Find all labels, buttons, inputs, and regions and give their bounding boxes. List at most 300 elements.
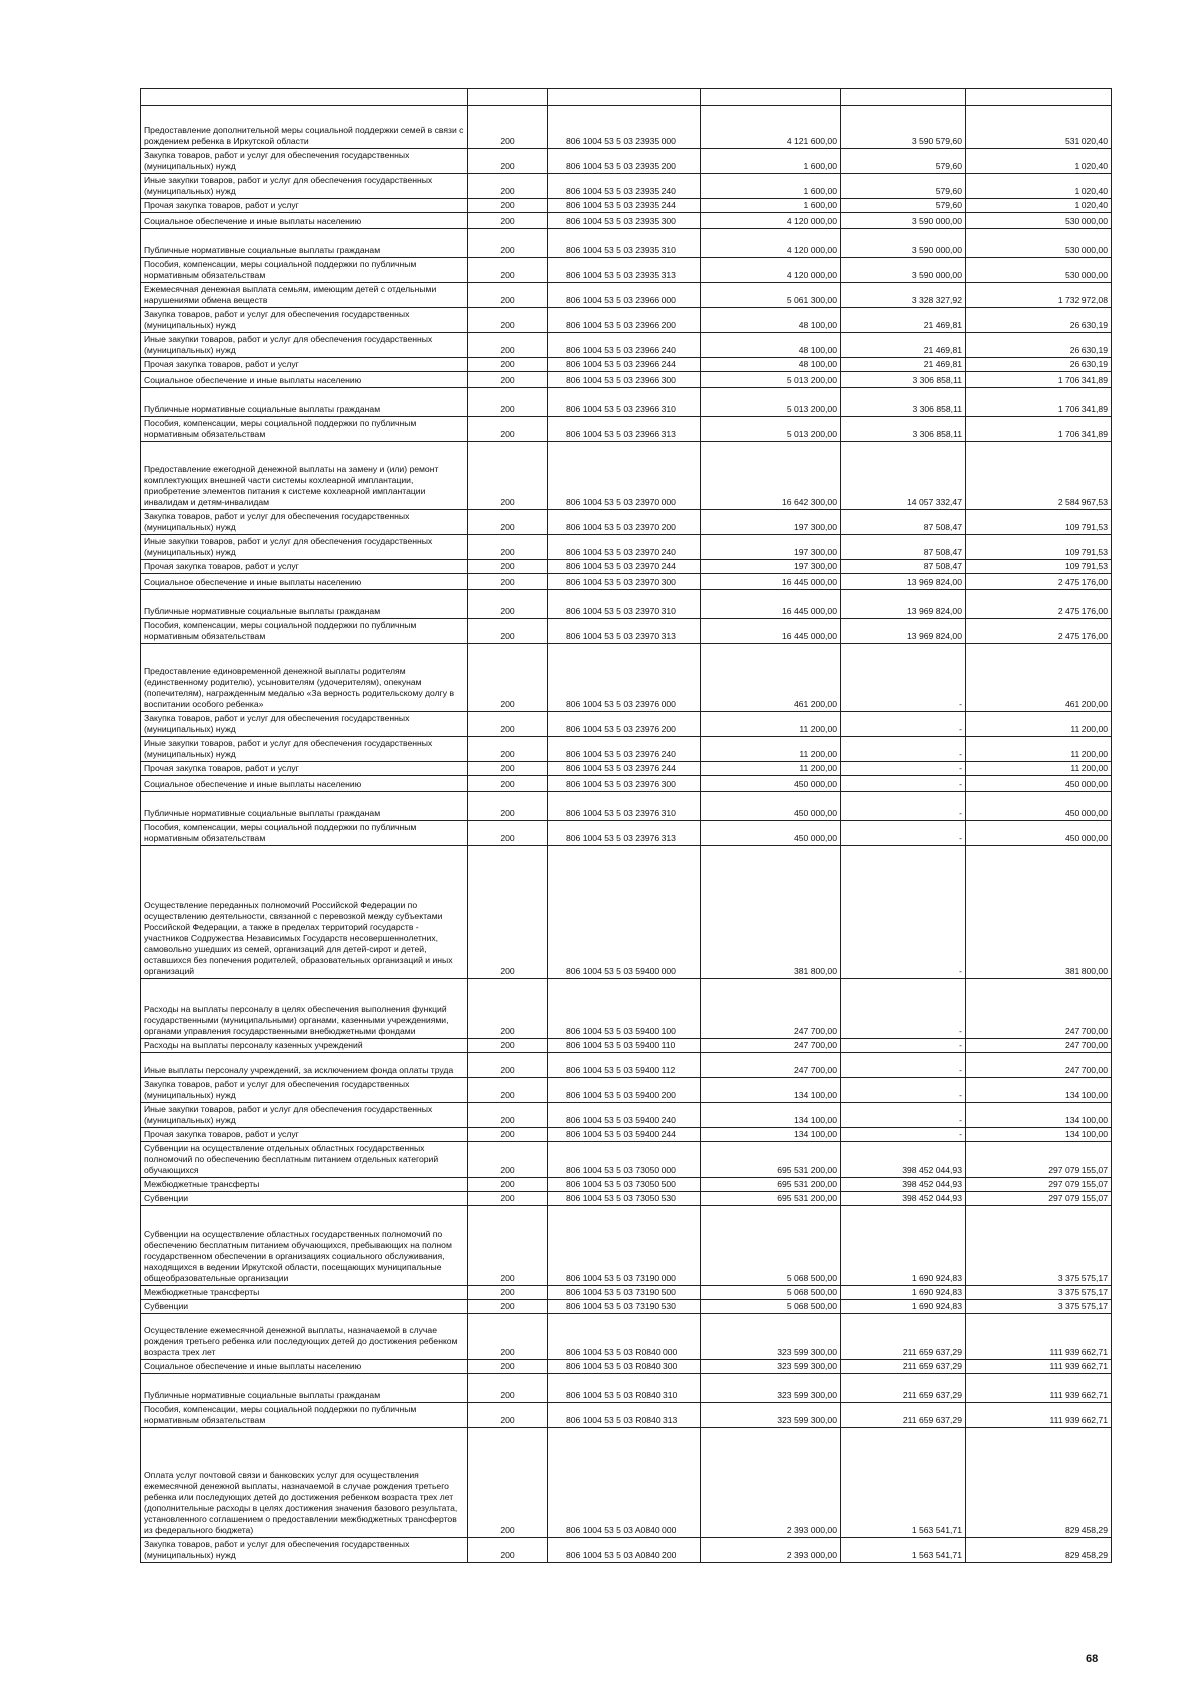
row-kbk-cell: 806 1004 53 5 03 23970 000 <box>548 442 701 510</box>
row-plan-cell: 323 599 300,00 <box>701 1374 841 1403</box>
row-left-cell: 109 791,53 <box>966 535 1112 560</box>
row-kbk-cell: 806 1004 53 5 03 23970 240 <box>548 535 701 560</box>
row-code-cell: 200 <box>468 1403 548 1428</box>
row-kbk-cell: 806 1004 53 5 03 23935 200 <box>548 149 701 174</box>
row-left-cell: 134 100,00 <box>966 1128 1112 1142</box>
row-done-cell: 211 659 637,29 <box>841 1374 966 1403</box>
row-name-cell: Пособия, компенсации, меры социальной поддержки по публичным нормативным обязательствам <box>141 821 468 846</box>
row-plan-cell: 247 700,00 <box>701 979 841 1039</box>
row-name-cell: Иные выплаты персоналу учреждений, за исключением фонда оплаты труда <box>141 1053 468 1078</box>
row-left-cell: 247 700,00 <box>966 979 1112 1039</box>
row-done-cell: 13 969 824,00 <box>841 619 966 644</box>
row-plan-cell: 450 000,00 <box>701 821 841 846</box>
row-plan-cell: 4 120 000,00 <box>701 258 841 283</box>
row-name-cell <box>141 89 468 106</box>
table-row <box>141 1314 1112 1360</box>
row-done-cell: - <box>841 1053 966 1078</box>
row-plan-cell: 5 068 500,00 <box>701 1300 841 1314</box>
row-plan-cell: 5 061 300,00 <box>701 283 841 308</box>
row-kbk-cell: 806 1004 53 5 03 R0840 300 <box>548 1360 701 1374</box>
row-done-cell: 398 452 044,93 <box>841 1178 966 1192</box>
table-row <box>141 619 1112 644</box>
row-kbk-cell: 806 1004 53 5 03 23966 000 <box>548 283 701 308</box>
row-kbk-cell: 806 1004 53 5 03 73050 530 <box>548 1192 701 1206</box>
table-row <box>141 776 1112 792</box>
row-kbk-cell: 806 1004 53 5 03 R0840 310 <box>548 1374 701 1403</box>
row-done-cell: 87 508,47 <box>841 510 966 535</box>
row-left-cell: 111 939 662,71 <box>966 1403 1112 1428</box>
row-code-cell: 200 <box>468 1314 548 1360</box>
row-plan-cell: 5 068 500,00 <box>701 1206 841 1286</box>
row-done-cell: - <box>841 712 966 737</box>
row-name-cell: Оплата услуг почтовой связи и банковских услуг для осуществления ежемесячной денежной выплаты, назначаемой в случае рождения третьего ребенка или последующих детей до достижения ребенком возраста трех лет (дополнительные расходы в целях достижения значения базового результата, установленного соглашением о предоставлении межбюджетных трансфертов из федерального бюджета) <box>141 1428 468 1538</box>
row-done-cell: - <box>841 1103 966 1128</box>
row-name-cell: Социальное обеспечение и иные выплаты населению <box>141 213 468 229</box>
row-name-cell: Социальное обеспечение и иные выплаты населению <box>141 1360 468 1374</box>
budget-table-sheet <box>140 88 1111 1563</box>
row-name-cell: Предоставление дополнительной меры социальной поддержки семей в связи с рождением ребенка в Иркутской области <box>141 106 468 149</box>
row-left-cell: 26 630,19 <box>966 308 1112 333</box>
row-done-cell: 1 690 924,83 <box>841 1286 966 1300</box>
row-kbk-cell: 806 1004 53 5 03 59400 200 <box>548 1078 701 1103</box>
row-plan-cell: 5 013 200,00 <box>701 388 841 417</box>
row-name-cell: Закупка товаров, работ и услуг для обеспечения государственных (муниципальных) нужд <box>141 149 468 174</box>
row-name-cell: Субвенции на осуществление отдельных областных государственных полномочий по обеспечению бесплатным питанием отдельных категорий обучающихся <box>141 1142 468 1178</box>
row-name-cell: Публичные нормативные социальные выплаты гражданам <box>141 792 468 821</box>
row-left-cell: 3 375 575,17 <box>966 1286 1112 1300</box>
row-plan-cell: 1 600,00 <box>701 199 841 213</box>
row-done-cell: - <box>841 979 966 1039</box>
row-done-cell: 211 659 637,29 <box>841 1314 966 1360</box>
row-done-cell <box>841 89 966 106</box>
row-name-cell: Прочая закупка товаров, работ и услуг <box>141 762 468 776</box>
row-left-cell: 111 939 662,71 <box>966 1360 1112 1374</box>
row-kbk-cell: 806 1004 53 5 03 23976 300 <box>548 776 701 792</box>
table-row <box>141 1078 1112 1103</box>
row-code-cell: 200 <box>468 776 548 792</box>
row-left-cell: 531 020,40 <box>966 106 1112 149</box>
row-kbk-cell: 806 1004 53 5 03 23935 313 <box>548 258 701 283</box>
row-plan-cell: 323 599 300,00 <box>701 1403 841 1428</box>
row-name-cell: Прочая закупка товаров, работ и услуг <box>141 560 468 574</box>
row-plan-cell: 197 300,00 <box>701 560 841 574</box>
table-row <box>141 283 1112 308</box>
row-plan-cell: 381 800,00 <box>701 846 841 979</box>
row-code-cell: 200 <box>468 199 548 213</box>
row-code-cell: 200 <box>468 590 548 619</box>
row-done-cell: 211 659 637,29 <box>841 1403 966 1428</box>
row-plan-cell <box>701 89 841 106</box>
table-row <box>141 229 1112 258</box>
table-row <box>141 89 1112 106</box>
row-left-cell: 381 800,00 <box>966 846 1112 979</box>
row-done-cell: - <box>841 762 966 776</box>
row-plan-cell: 1 600,00 <box>701 174 841 199</box>
row-code-cell: 200 <box>468 388 548 417</box>
table-row <box>141 846 1112 979</box>
row-done-cell: - <box>841 1078 966 1103</box>
row-plan-cell: 5 013 200,00 <box>701 372 841 388</box>
row-name-cell: Закупка товаров, работ и услуг для обеспечения государственных (муниципальных) нужд <box>141 308 468 333</box>
row-code-cell: 200 <box>468 417 548 442</box>
row-left-cell: 297 079 155,07 <box>966 1178 1112 1192</box>
row-code-cell: 200 <box>468 1192 548 1206</box>
row-kbk-cell: 806 1004 53 5 03 23966 200 <box>548 308 701 333</box>
table-row <box>141 442 1112 510</box>
table-row <box>141 1206 1112 1286</box>
row-kbk-cell: 806 1004 53 5 03 23970 310 <box>548 590 701 619</box>
row-left-cell: 530 000,00 <box>966 213 1112 229</box>
row-left-cell: 11 200,00 <box>966 762 1112 776</box>
row-left-cell: 111 939 662,71 <box>966 1314 1112 1360</box>
row-name-cell: Прочая закупка товаров, работ и услуг <box>141 199 468 213</box>
row-code-cell: 200 <box>468 1286 548 1300</box>
table-row <box>141 979 1112 1039</box>
row-kbk-cell: 806 1004 53 5 03 23935 244 <box>548 199 701 213</box>
row-kbk-cell: 806 1004 53 5 03 23970 244 <box>548 560 701 574</box>
row-left-cell: 530 000,00 <box>966 258 1112 283</box>
row-left-cell: 450 000,00 <box>966 776 1112 792</box>
row-name-cell: Иные закупки товаров, работ и услуг для обеспечения государственных (муниципальных) нужд <box>141 1103 468 1128</box>
row-code-cell: 200 <box>468 821 548 846</box>
row-done-cell: 87 508,47 <box>841 535 966 560</box>
row-plan-cell: 16 445 000,00 <box>701 590 841 619</box>
row-code-cell <box>468 89 548 106</box>
row-kbk-cell: 806 1004 53 5 03 23966 310 <box>548 388 701 417</box>
row-done-cell: 3 328 327,92 <box>841 283 966 308</box>
table-row <box>141 510 1112 535</box>
row-code-cell: 200 <box>468 213 548 229</box>
table-row <box>141 1374 1112 1403</box>
row-kbk-cell: 806 1004 53 5 03 59400 110 <box>548 1039 701 1053</box>
row-kbk-cell: 806 1004 53 5 03 23976 244 <box>548 762 701 776</box>
row-left-cell: 109 791,53 <box>966 510 1112 535</box>
row-kbk-cell: 806 1004 53 5 03 23966 313 <box>548 417 701 442</box>
row-plan-cell: 48 100,00 <box>701 358 841 372</box>
row-left-cell: 530 000,00 <box>966 229 1112 258</box>
row-left-cell: 11 200,00 <box>966 712 1112 737</box>
row-kbk-cell <box>548 89 701 106</box>
row-code-cell: 200 <box>468 619 548 644</box>
budget-execution-table <box>140 88 1112 1563</box>
row-plan-cell: 2 393 000,00 <box>701 1428 841 1538</box>
row-done-cell: 1 563 541,71 <box>841 1428 966 1538</box>
row-kbk-cell: 806 1004 53 5 03 59400 244 <box>548 1128 701 1142</box>
row-left-cell: 134 100,00 <box>966 1103 1112 1128</box>
row-kbk-cell: 806 1004 53 5 03 23976 240 <box>548 737 701 762</box>
row-name-cell: Пособия, компенсации, меры социальной поддержки по публичным нормативным обязательствам <box>141 417 468 442</box>
row-code-cell: 200 <box>468 1103 548 1128</box>
row-code-cell: 200 <box>468 712 548 737</box>
row-name-cell: Социальное обеспечение и иные выплаты населению <box>141 574 468 590</box>
row-plan-cell: 134 100,00 <box>701 1078 841 1103</box>
row-plan-cell: 247 700,00 <box>701 1039 841 1053</box>
row-kbk-cell: 806 1004 53 5 03 59400 112 <box>548 1053 701 1078</box>
row-done-cell: 579,60 <box>841 199 966 213</box>
row-name-cell: Публичные нормативные социальные выплаты гражданам <box>141 388 468 417</box>
row-plan-cell: 695 531 200,00 <box>701 1192 841 1206</box>
row-plan-cell: 48 100,00 <box>701 308 841 333</box>
row-code-cell: 200 <box>468 1360 548 1374</box>
row-name-cell: Пособия, компенсации, меры социальной поддержки по публичным нормативным обязательствам <box>141 258 468 283</box>
row-name-cell: Иные закупки товаров, работ и услуг для обеспечения государственных (муниципальных) нужд <box>141 174 468 199</box>
row-left-cell: 461 200,00 <box>966 644 1112 712</box>
row-code-cell: 200 <box>468 106 548 149</box>
row-left-cell: 2 475 176,00 <box>966 574 1112 590</box>
row-done-cell: - <box>841 1039 966 1053</box>
row-done-cell: 398 452 044,93 <box>841 1142 966 1178</box>
row-name-cell: Прочая закупка товаров, работ и услуг <box>141 358 468 372</box>
row-code-cell: 200 <box>468 560 548 574</box>
table-row <box>141 1538 1112 1563</box>
row-left-cell: 11 200,00 <box>966 737 1112 762</box>
row-left-cell: 26 630,19 <box>966 333 1112 358</box>
row-plan-cell: 11 200,00 <box>701 737 841 762</box>
row-left-cell: 134 100,00 <box>966 1078 1112 1103</box>
table-row <box>141 1286 1112 1300</box>
row-plan-cell: 4 120 000,00 <box>701 229 841 258</box>
row-left-cell: 2 475 176,00 <box>966 619 1112 644</box>
row-name-cell: Социальное обеспечение и иные выплаты населению <box>141 776 468 792</box>
row-code-cell: 200 <box>468 1206 548 1286</box>
row-kbk-cell: 806 1004 53 5 03 23976 310 <box>548 792 701 821</box>
row-done-cell: - <box>841 737 966 762</box>
row-plan-cell: 450 000,00 <box>701 792 841 821</box>
row-left-cell: 1 020,40 <box>966 149 1112 174</box>
table-row <box>141 1142 1112 1178</box>
table-row <box>141 590 1112 619</box>
row-plan-cell: 247 700,00 <box>701 1053 841 1078</box>
row-kbk-cell: 806 1004 53 5 03 23935 000 <box>548 106 701 149</box>
row-kbk-cell: 806 1004 53 5 03 A0840 200 <box>548 1538 701 1563</box>
table-row <box>141 737 1112 762</box>
row-name-cell: Закупка товаров, работ и услуг для обеспечения государственных (муниципальных) нужд <box>141 712 468 737</box>
table-row <box>141 574 1112 590</box>
row-kbk-cell: 806 1004 53 5 03 23935 300 <box>548 213 701 229</box>
row-code-cell: 200 <box>468 1538 548 1563</box>
row-done-cell: 21 469,81 <box>841 358 966 372</box>
row-name-cell: Межбюджетные трансферты <box>141 1286 468 1300</box>
row-plan-cell: 450 000,00 <box>701 776 841 792</box>
row-done-cell: 3 590 000,00 <box>841 229 966 258</box>
row-name-cell: Прочая закупка товаров, работ и услуг <box>141 1128 468 1142</box>
row-left-cell <box>966 89 1112 106</box>
table-row <box>141 388 1112 417</box>
table-row <box>141 199 1112 213</box>
row-plan-cell: 48 100,00 <box>701 333 841 358</box>
row-name-cell: Иные закупки товаров, работ и услуг для обеспечения государственных (муниципальных) нужд <box>141 333 468 358</box>
table-row <box>141 308 1112 333</box>
row-plan-cell: 2 393 000,00 <box>701 1538 841 1563</box>
row-name-cell: Субвенции <box>141 1300 468 1314</box>
table-row <box>141 535 1112 560</box>
row-left-cell: 829 458,29 <box>966 1538 1112 1563</box>
row-left-cell: 26 630,19 <box>966 358 1112 372</box>
row-done-cell: - <box>841 776 966 792</box>
row-code-cell: 200 <box>468 510 548 535</box>
row-left-cell: 3 375 575,17 <box>966 1206 1112 1286</box>
row-name-cell: Расходы на выплаты персоналу в целях обеспечения выполнения функций государственными (муниципальными) органами, казенными учреждениями, органами управления государственными внебюджетными фондами <box>141 979 468 1039</box>
row-left-cell: 1 732 972,08 <box>966 283 1112 308</box>
row-code-cell: 200 <box>468 1039 548 1053</box>
row-plan-cell: 695 531 200,00 <box>701 1178 841 1192</box>
table-row <box>141 417 1112 442</box>
table-row <box>141 258 1112 283</box>
row-kbk-cell: 806 1004 53 5 03 23935 310 <box>548 229 701 258</box>
row-left-cell: 111 939 662,71 <box>966 1374 1112 1403</box>
row-done-cell: - <box>841 644 966 712</box>
row-name-cell: Публичные нормативные социальные выплаты гражданам <box>141 590 468 619</box>
row-plan-cell: 5 068 500,00 <box>701 1286 841 1300</box>
row-plan-cell: 16 445 000,00 <box>701 619 841 644</box>
row-kbk-cell: 806 1004 53 5 03 23966 244 <box>548 358 701 372</box>
row-done-cell: 3 306 858,11 <box>841 372 966 388</box>
row-plan-cell: 695 531 200,00 <box>701 1142 841 1178</box>
row-kbk-cell: 806 1004 53 5 03 23935 240 <box>548 174 701 199</box>
row-name-cell: Иные закупки товаров, работ и услуг для обеспечения государственных (муниципальных) нужд <box>141 535 468 560</box>
row-code-cell: 200 <box>468 762 548 776</box>
row-done-cell: 211 659 637,29 <box>841 1360 966 1374</box>
row-code-cell: 200 <box>468 333 548 358</box>
row-code-cell: 200 <box>468 1300 548 1314</box>
table-row <box>141 1103 1112 1128</box>
row-left-cell: 450 000,00 <box>966 821 1112 846</box>
table-row <box>141 1360 1112 1374</box>
row-kbk-cell: 806 1004 53 5 03 73190 500 <box>548 1286 701 1300</box>
row-name-cell: Закупка товаров, работ и услуг для обеспечения государственных (муниципальных) нужд <box>141 510 468 535</box>
row-kbk-cell: 806 1004 53 5 03 R0840 000 <box>548 1314 701 1360</box>
row-kbk-cell: 806 1004 53 5 03 23966 300 <box>548 372 701 388</box>
row-left-cell: 297 079 155,07 <box>966 1142 1112 1178</box>
row-name-cell: Закупка товаров, работ и услуг для обеспечения государственных (муниципальных) нужд <box>141 1078 468 1103</box>
row-plan-cell: 1 600,00 <box>701 149 841 174</box>
row-code-cell: 200 <box>468 442 548 510</box>
row-done-cell: 3 590 000,00 <box>841 213 966 229</box>
row-done-cell: 1 690 924,83 <box>841 1300 966 1314</box>
row-done-cell: - <box>841 1128 966 1142</box>
row-code-cell: 200 <box>468 1078 548 1103</box>
row-name-cell: Иные закупки товаров, работ и услуг для обеспечения государственных (муниципальных) нужд <box>141 737 468 762</box>
row-name-cell: Ежемесячная денежная выплата семьям, имеющим детей с отдельными нарушениями обмена веществ <box>141 283 468 308</box>
row-kbk-cell: 806 1004 53 5 03 23970 313 <box>548 619 701 644</box>
row-plan-cell: 134 100,00 <box>701 1128 841 1142</box>
row-kbk-cell: 806 1004 53 5 03 23966 240 <box>548 333 701 358</box>
row-left-cell: 109 791,53 <box>966 560 1112 574</box>
row-kbk-cell: 806 1004 53 5 03 23970 300 <box>548 574 701 590</box>
row-left-cell: 1 706 341,89 <box>966 417 1112 442</box>
row-left-cell: 247 700,00 <box>966 1039 1112 1053</box>
table-row <box>141 1192 1112 1206</box>
row-done-cell: 21 469,81 <box>841 333 966 358</box>
row-plan-cell: 461 200,00 <box>701 644 841 712</box>
row-name-cell: Осуществление ежемесячной денежной выплаты, назначаемой в случае рождения третьего ребенка или последующих детей до достижения ребенком возраста трех лет <box>141 1314 468 1360</box>
table-row <box>141 106 1112 149</box>
table-row <box>141 1128 1112 1142</box>
row-done-cell: 3 306 858,11 <box>841 417 966 442</box>
row-kbk-cell: 806 1004 53 5 03 59400 000 <box>548 846 701 979</box>
row-code-cell: 200 <box>468 846 548 979</box>
row-left-cell: 297 079 155,07 <box>966 1192 1112 1206</box>
row-code-cell: 200 <box>468 1178 548 1192</box>
row-left-cell: 2 475 176,00 <box>966 590 1112 619</box>
table-row <box>141 762 1112 776</box>
table-row <box>141 1300 1112 1314</box>
table-row <box>141 174 1112 199</box>
row-plan-cell: 16 445 000,00 <box>701 574 841 590</box>
row-code-cell: 200 <box>468 1374 548 1403</box>
row-code-cell: 200 <box>468 1128 548 1142</box>
row-code-cell: 200 <box>468 535 548 560</box>
row-code-cell: 200 <box>468 737 548 762</box>
row-name-cell: Публичные нормативные социальные выплаты гражданам <box>141 229 468 258</box>
row-plan-cell: 5 013 200,00 <box>701 417 841 442</box>
row-plan-cell: 323 599 300,00 <box>701 1314 841 1360</box>
row-code-cell: 200 <box>468 1053 548 1078</box>
row-done-cell: - <box>841 821 966 846</box>
row-done-cell: 3 306 858,11 <box>841 388 966 417</box>
row-name-cell: Субвенции <box>141 1192 468 1206</box>
row-left-cell: 829 458,29 <box>966 1428 1112 1538</box>
row-plan-cell: 11 200,00 <box>701 712 841 737</box>
row-left-cell: 1 020,40 <box>966 199 1112 213</box>
row-code-cell: 200 <box>468 792 548 821</box>
row-code-cell: 200 <box>468 1142 548 1178</box>
row-kbk-cell: 806 1004 53 5 03 59400 100 <box>548 979 701 1039</box>
table-row <box>141 1428 1112 1538</box>
row-done-cell: 87 508,47 <box>841 560 966 574</box>
row-kbk-cell: 806 1004 53 5 03 R0840 313 <box>548 1403 701 1428</box>
row-done-cell: 398 452 044,93 <box>841 1192 966 1206</box>
row-code-cell: 200 <box>468 258 548 283</box>
row-plan-cell: 134 100,00 <box>701 1103 841 1128</box>
row-code-cell: 200 <box>468 229 548 258</box>
row-kbk-cell: 806 1004 53 5 03 23976 000 <box>548 644 701 712</box>
row-left-cell: 3 375 575,17 <box>966 1300 1112 1314</box>
row-name-cell: Предоставление единовременной денежной выплаты родителям (единственному родителю), усыновителям (удочерителям), опекунам (попечителям), награжденным медалью «За верность родительскому долгу в воспитании особого ребенка» <box>141 644 468 712</box>
row-name-cell: Предоставление ежегодной денежной выплаты на замену и (или) ремонт комплектующих внешней части системы кохлеарной имплантации, приобретение элементов питания к системе кохлеарной имплантации инвалидам и детям-инвалидам <box>141 442 468 510</box>
row-plan-cell: 16 642 300,00 <box>701 442 841 510</box>
row-name-cell: Социальное обеспечение и иные выплаты населению <box>141 372 468 388</box>
row-name-cell: Пособия, компенсации, меры социальной поддержки по публичным нормативным обязательствам <box>141 619 468 644</box>
row-left-cell: 247 700,00 <box>966 1053 1112 1078</box>
row-kbk-cell: 806 1004 53 5 03 73050 500 <box>548 1178 701 1192</box>
page-number: 68 <box>1086 1653 1099 1665</box>
row-plan-cell: 4 120 000,00 <box>701 213 841 229</box>
row-done-cell: 579,60 <box>841 174 966 199</box>
row-done-cell: 13 969 824,00 <box>841 574 966 590</box>
row-code-cell: 200 <box>468 174 548 199</box>
row-done-cell: - <box>841 846 966 979</box>
table-row <box>141 1053 1112 1078</box>
row-name-cell: Расходы на выплаты персоналу казенных учреждений <box>141 1039 468 1053</box>
row-kbk-cell: 806 1004 53 5 03 73190 530 <box>548 1300 701 1314</box>
row-done-cell: 579,60 <box>841 149 966 174</box>
row-name-cell: Пособия, компенсации, меры социальной поддержки по публичным нормативным обязательствам <box>141 1403 468 1428</box>
row-done-cell: - <box>841 792 966 821</box>
table-row <box>141 1039 1112 1053</box>
row-done-cell: 21 469,81 <box>841 308 966 333</box>
table-row <box>141 821 1112 846</box>
table-row <box>141 1178 1112 1192</box>
row-left-cell: 1 706 341,89 <box>966 388 1112 417</box>
row-left-cell: 2 584 967,53 <box>966 442 1112 510</box>
row-code-cell: 200 <box>468 574 548 590</box>
row-code-cell: 200 <box>468 149 548 174</box>
table-row <box>141 149 1112 174</box>
table-row <box>141 712 1112 737</box>
row-left-cell: 1 020,40 <box>966 174 1112 199</box>
table-row <box>141 792 1112 821</box>
